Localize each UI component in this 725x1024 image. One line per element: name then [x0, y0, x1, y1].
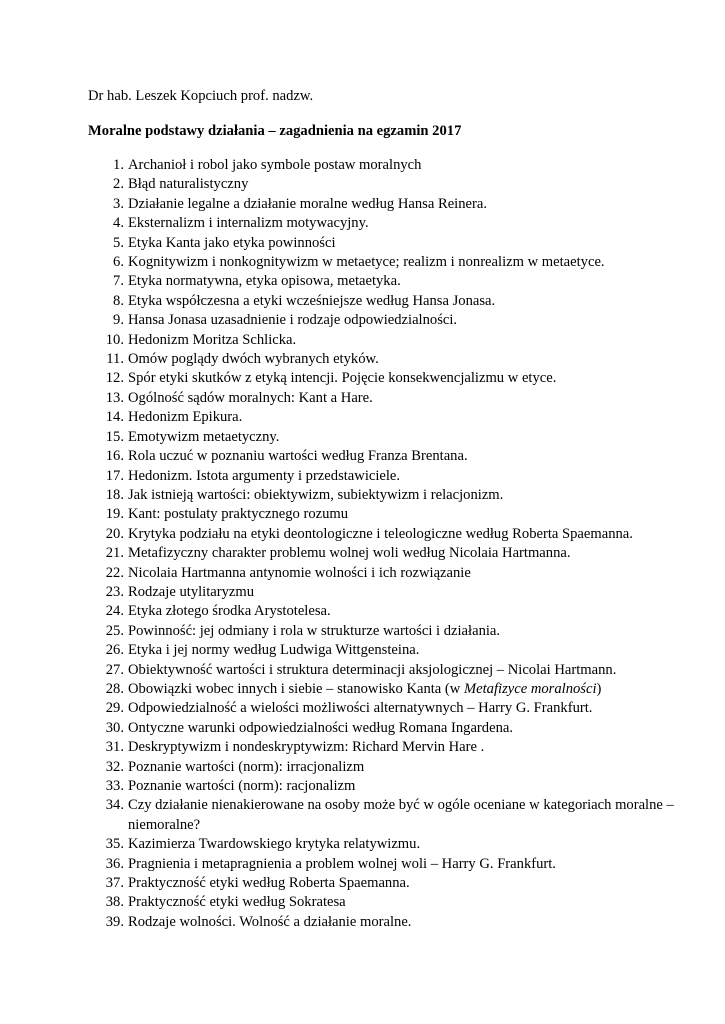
list-item: [88, 195, 688, 214]
list-item: [88, 369, 688, 388]
list-item-text: Nicolaia Hartmanna antynomie wolności i ich rozwiązanie: [128, 564, 471, 581]
list-item-text: Hedonizm. Istota argumenty i przedstawiciele.: [128, 467, 401, 484]
list-item-number: 11.: [106, 351, 124, 368]
list-item-number: 23.: [105, 583, 124, 600]
list-item: [88, 680, 688, 699]
list-item: [88, 408, 688, 427]
list-item-text: Hedonizm Moritza Schlicka.: [128, 331, 297, 348]
list-item-text: Powinność: jej odmiany i rola w strukturze wartości i działania.: [128, 622, 501, 639]
list-item: [88, 796, 688, 835]
list-item-number: 10.: [105, 331, 124, 348]
list-item-number: 5.: [113, 234, 124, 251]
italic-book-title: Metafizyce moralności: [463, 680, 597, 697]
list-item-text: Hansa Jonasa uzasadnienie i rodzaje odpowiedzialności.: [128, 312, 458, 329]
list-item-text: Omów poglądy dwóch wybranych etyków.: [128, 351, 379, 368]
list-item: [88, 525, 688, 544]
list-item-number: 26.: [105, 642, 124, 659]
list-item-number: 14.: [105, 409, 124, 426]
list-item-number: 17.: [105, 467, 124, 484]
list-item-text: [128, 681, 601, 697]
list-item-text: Poznanie wartości (norm): racjonalizm: [128, 778, 356, 794]
list-item: [88, 428, 688, 447]
list-item-text-part: ): [596, 680, 602, 697]
list-item: [88, 874, 688, 893]
list-item-text-part: Obowiązki wobec innych i siebie – stanowisko Kanta (w: [128, 680, 464, 697]
list-item: [88, 913, 688, 932]
list-item-number: 35.: [105, 836, 124, 853]
list-item: [88, 855, 688, 874]
list-item-number: 4.: [113, 215, 124, 232]
list-item: [88, 214, 688, 233]
list-item-number: 22.: [105, 564, 124, 581]
list-item-text: Jak istnieją wartości: obiektywizm, subiektywizm i relacjonizm.: [128, 486, 504, 503]
list-item-text: Etyka normatywna, etyka opisowa, metaetyka.: [128, 273, 401, 290]
list-item-text: Rola uczuć w poznaniu wartości według Franza Brentana.: [128, 448, 468, 465]
list-item: [88, 234, 688, 253]
list-item-number: 1.: [113, 157, 124, 173]
list-item-text: Krytyka podziału na etyki deontologiczne i teleologiczne według Roberta Spaemanna.: [128, 525, 633, 542]
list-item: [88, 622, 688, 641]
list-item-text: Eksternalizm i internalizm motywacyjny.: [128, 215, 369, 232]
list-item: [88, 467, 688, 486]
list-item-text: Czy działanie nienakierowane na osoby może być w ogóle oceniane w kategoriach moralne – niemoralne?: [128, 797, 674, 833]
list-item-number: 28.: [105, 680, 124, 697]
list-item-number: 33.: [105, 778, 124, 794]
list-item: [88, 544, 688, 563]
list-item: [88, 505, 688, 524]
list-item-number: 31.: [105, 739, 124, 756]
list-item: [88, 641, 688, 660]
list-item: [88, 738, 688, 757]
list-item-number: 39.: [105, 913, 124, 930]
list-item: [88, 389, 688, 408]
list-item: [88, 602, 688, 621]
list-item-text: Ontyczne warunki odpowiedzialności według Romana Ingardena.: [128, 719, 513, 736]
list-item-text: Praktyczność etyki według Sokratesa: [128, 894, 346, 911]
list-item-text: Praktyczność etyki według Roberta Spaemanna.: [128, 875, 410, 892]
list-item-number: 37.: [105, 875, 124, 892]
list-item: [88, 564, 688, 583]
list-item-text: Etyka współczesna a etyki wcześniejsze według Hansa Jonasa.: [128, 292, 496, 309]
list-item-number: 19.: [105, 506, 124, 523]
list-item-text: Etyka złotego środka Arystotelesa.: [128, 603, 331, 620]
list-item-number: 18.: [105, 486, 124, 503]
list-item-text: Emotywizm metaetyczny.: [128, 428, 280, 445]
document-title: Moralne podstawy działania – zagadnienia na egzamin 2017: [88, 123, 462, 139]
list-item: [88, 719, 688, 738]
list-item-text: Hedonizm Epikura.: [128, 409, 243, 426]
list-item-text: Archanioł i robol jako symbole postaw moralnych: [128, 157, 422, 173]
list-item: [88, 331, 688, 350]
list-item-text: Rodzaje utylitaryzmu: [128, 583, 255, 600]
list-item: [88, 835, 688, 854]
author-line: Dr hab. Leszek Kopciuch prof. nadzw.: [88, 88, 314, 104]
list-item-text: Ogólność sądów moralnych: Kant a Hare.: [128, 389, 373, 406]
list-item: [88, 175, 688, 194]
list-item-number: 36.: [105, 855, 124, 872]
list-item-number: 32.: [105, 758, 124, 775]
list-item: [88, 447, 688, 466]
list-item-number: 9.: [113, 312, 124, 329]
list-item-number: 12.: [105, 370, 124, 387]
list-item-text: Etyka i jej normy według Ludwiga Wittgensteina.: [128, 642, 420, 659]
list-item-number: 13.: [105, 389, 124, 406]
list-item-number: 21.: [105, 545, 124, 562]
list-item: [88, 777, 688, 796]
list-item-text: Kant: postulaty praktycznego rozumu: [128, 506, 349, 523]
list-item-number: 27.: [105, 661, 124, 678]
list-item-text: Obiektywność wartości i struktura determinacji aksjologicznej – Nicolai Hartmann.: [128, 661, 617, 678]
list-item: [88, 156, 688, 175]
list-item-number: 7.: [113, 273, 124, 290]
list-item-number: 6.: [113, 254, 124, 271]
list-item-text: Etyka Kanta jako etyka powinności: [128, 234, 336, 251]
list-item-number: 15.: [105, 428, 124, 445]
list-item: [88, 699, 688, 718]
list-item-text: Kognitywizm i nonkognitywizm w metaetyce; realizm i nonrealizm w metaetyce.: [128, 254, 605, 271]
list-item-text: Odpowiedzialność a wielości możliwości alternatywnych – Harry G. Frankfurt.: [128, 700, 593, 717]
list-item: [88, 893, 688, 912]
list-item-text: Błąd naturalistyczny: [128, 176, 249, 193]
list-item-text: Kazimierza Twardowskiego krytyka relatywizmu.: [128, 836, 421, 853]
list-item-number: 3.: [113, 195, 124, 212]
list-item-number: 2.: [113, 176, 124, 193]
list-item: [88, 311, 688, 330]
list-item-number: 20.: [105, 525, 124, 542]
list-item: [88, 661, 688, 680]
list-item-number: 16.: [105, 448, 124, 465]
list-item: [88, 350, 688, 369]
list-item: [88, 583, 688, 602]
question-list: [88, 156, 688, 932]
list-item-number: 8.: [113, 292, 124, 309]
list-item-text: Pragnienia i metapragnienia a problem wolnej woli – Harry G. Frankfurt.: [128, 855, 556, 872]
list-item-text: Metafizyczny charakter problemu wolnej woli według Nicolaia Hartmanna.: [128, 545, 571, 562]
list-item-text: Spór etyki skutków z etyką intencji. Pojęcie konsekwencjalizmu w etyce.: [128, 370, 557, 387]
list-item-number: 34.: [105, 797, 124, 814]
list-item: [88, 253, 688, 272]
list-item-number: 25.: [105, 622, 124, 639]
list-item: [88, 272, 688, 291]
list-item-number: 29.: [105, 700, 124, 717]
list-item-number: 38.: [105, 894, 124, 911]
list-item-text: Działanie legalne a działanie moralne według Hansa Reinera.: [128, 195, 488, 212]
list-item: [88, 292, 688, 311]
list-item-number: 24.: [105, 603, 124, 620]
list-item-number: 30.: [105, 719, 124, 736]
list-item-text: Poznanie wartości (norm): irracjonalizm: [128, 758, 365, 775]
list-item-text: Deskryptywizm i nondeskryptywizm: Richard Mervin Hare .: [128, 739, 485, 756]
list-item: [88, 486, 688, 505]
list-item-text: Rodzaje wolności. Wolność a działanie moralne.: [128, 913, 412, 930]
list-item: [88, 758, 688, 777]
